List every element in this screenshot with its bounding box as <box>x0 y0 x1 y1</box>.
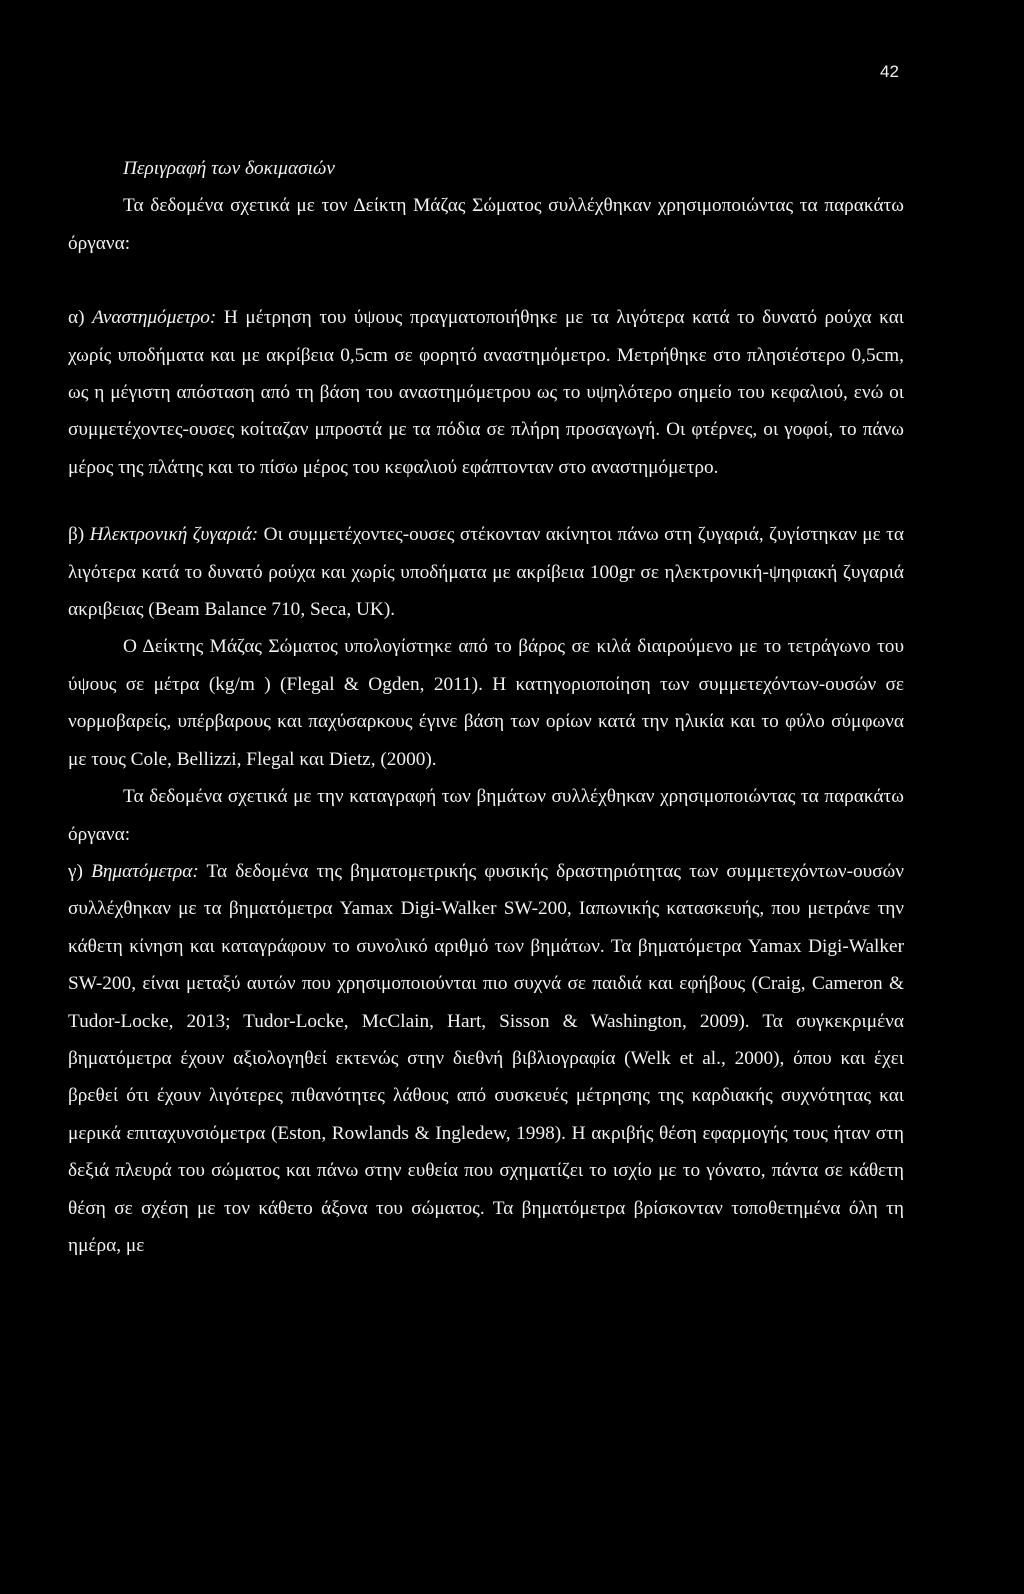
item-c-paragraph <box>68 853 904 1264</box>
item-a-text: Η μέτρηση του ύψους πραγματοποιήθηκε με τα λιγότερα κατά το δυνατό ρούχα και χωρίς υποδήματα και με ακρίβεια 0,5cm σε φορητό αναστημόμετρο. Μετρήθηκε στο πλησιέστερο 0,5cm, ως η μέγιστη απόσταση από τη βάση του αναστημόμετρου ως το υψηλότερο σημείο του κεφαλιού, ενώ οι συμμετέχοντες-ουσες κοίταζαν μπροστά με τα πόδια σε πλήρη προσαγωγή. Οι φτέρνες, οι γοφοί, το πάνω μέρος της πλάτης και το πίσω μέρος του κεφαλιού εφάπτονταν στο αναστημόμετρο. <box>68 307 904 478</box>
item-c-term: Βηματόμετρα: <box>91 860 199 882</box>
item-c-prefix: γ) <box>68 860 92 882</box>
item-b-text: Οι συμμετέχοντες-ουσες στέκονταν ακίνητοι πάνω στη ζυγαριά, ζυγίστηκαν με τα λιγότερα κατά το δυνατό ρούχα και χωρίς υποδήματα με ακρίβεια 100gr σε ηλεκτρονική-ψηφιακή ζυγαριά ακριβειας (Beam Balance 710, Seca, UK). <box>68 524 904 621</box>
page-number: 42 <box>880 62 899 81</box>
item-b-prefix: β) <box>68 524 90 546</box>
item-b-paragraph <box>68 516 904 628</box>
document-body <box>68 150 904 1264</box>
steps-intro-paragraph: Τα δεδομένα σχετικά με την καταγραφή των βημάτων συλλέχθηκαν χρησιμοποιώντας τα παρακάτω όργανα: <box>68 786 904 845</box>
intro-paragraph: Τα δεδομένα σχετικά με τον Δείκτη Μάζας Σώματος συλλέχθηκαν χρησιμοποιώντας τα παρακάτω όργανα: <box>68 195 904 254</box>
item-a-term: Αναστημόμετρο: <box>92 307 217 329</box>
section-heading: Περιγραφή των δοκιμασιών <box>123 158 335 179</box>
item-b-term: Ηλεκτρονική ζυγαριά: <box>89 524 259 546</box>
item-c-text: Τα δεδομένα της βηματομετρικής φυσικής δραστηριότητας των συμμετεχόντων-ουσών συλλέχθηκαν με τα βηματόμετρα Yamax Digi-Walker SW-200, Ιαπωνικής κατασκευής, που μετράνε την κάθετη κίνηση και καταγράφουν το συνολικό αριθμό των βημάτων. Τα βηματόμετρα Yamax Digi-Walker SW-200, είναι μεταξύ αυτών που χρησιμοποιούνται πιο συχνά σε παιδιά και εφήβους (Craig, Cameron & Tudor-Locke, 2013; Tudor-Locke, McClain, Hart, Sisson & Washington, 2009). Τα συγκεκριμένα βηματόμετρα έχουν αξιολογηθεί εκτενώς στην διεθνή βιβλιογραφία (Welk et al., 2000), όπου και έχει βρεθεί ότι έχουν λιγότερες πιθανότητες λάθους από συσκευές μέτρησης της καρδιακής συχνότητας και μερικά επιταχυνσιόμετρα (Eston, Rowlands & Ingledew, 1998). Η ακριβής θέση εφαρμογής τους ήταν στη δεξιά πλευρά του σώματος και πάνω στην ευθεία που σχηματίζει το ισχίο με το γόνατο, πάντα σε κάθετη θέση σε σχέση με τον κάθετο άξονα του σώματος. Τα βηματόμετρα βρίσκονταν τοποθετημένα όλη τη ημέρα, με <box>68 860 905 1256</box>
item-a-paragraph <box>68 299 904 486</box>
bmi-paragraph: Ο Δείκτης Μάζας Σώματος υπολογίστηκε από το βάρος σε κιλά διαιρούμενο με το τετράγωνο του ύψους σε μέτρα (kg/m ) (Flegal & Ogden, 2011). Η κατηγοριοποίηση των συμμετεχόντων-ουσών σε νορμοβαρείς, υπέρβαρους και παχύσαρκους έγινε βάση των ορίων κατά την ηλικία και το φύλο σύμφωνα με τους Cole, Bellizzi, Flegal και Dietz, (2000). <box>68 636 904 770</box>
item-a-prefix: α) <box>68 307 93 329</box>
